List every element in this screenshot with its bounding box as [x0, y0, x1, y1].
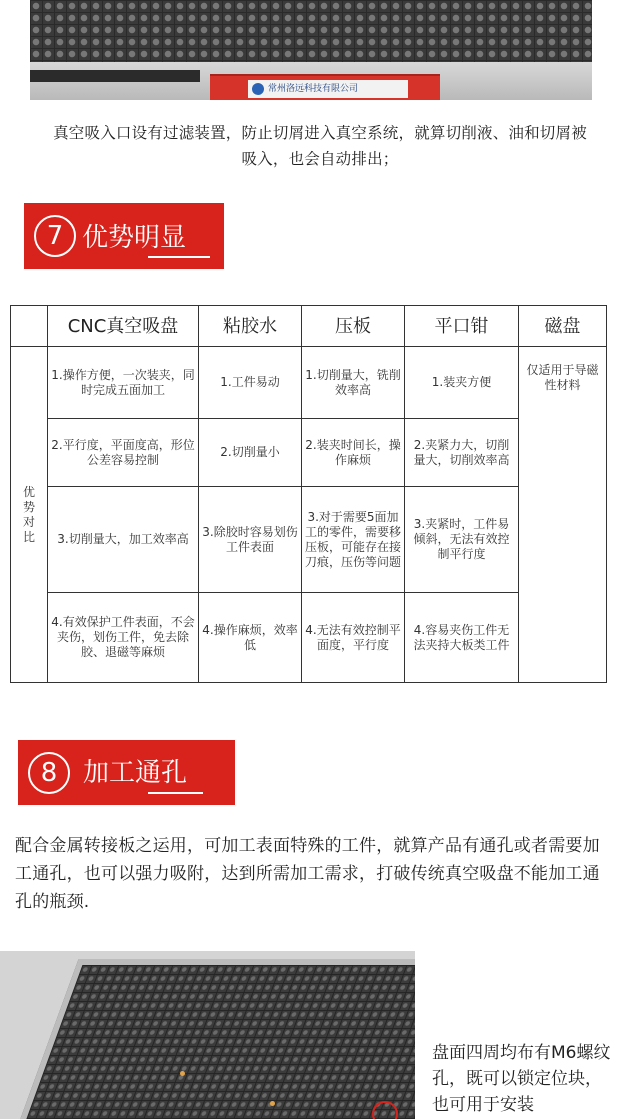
side-char: 优: [22, 484, 35, 499]
intro-paragraph: 真空吸入口设有过滤装置，防止切屑进入真空系统，就算切削液、油和切屑被吸入，也会自动排出；: [53, 124, 587, 168]
table-row: [11, 419, 607, 487]
cell-vise-4: 4.容易夹伤工件无法夹持大板类工件: [405, 593, 519, 683]
header-glue: 粘胶水: [199, 306, 302, 347]
cell-plate-1: 1.切削量大，铣削效率高: [302, 347, 405, 419]
brand-sticker: [248, 80, 408, 98]
header-magnetic: 磁盘: [519, 306, 607, 347]
header-vise: 平口钳: [405, 306, 519, 347]
table-row: [11, 347, 607, 419]
chuck-surface: [1, 959, 415, 1119]
cell-plate-4: 4.无法有效控制平面度，平行度: [302, 593, 405, 683]
chuck-grid-surface: [30, 0, 592, 62]
bottom-side-note: 盘面四周均布有M6螺纹孔，既可以锁定位块，也可用于安装: [432, 1043, 611, 1115]
section8-underline: [148, 792, 203, 794]
cell-glue-1: 1.工件易动: [199, 347, 302, 419]
cell-glue-4: 4.操作麻烦，效率低: [199, 593, 302, 683]
vacuum-chuck-photo-top: [30, 0, 592, 100]
table-row: [11, 593, 607, 683]
cell-vise-1: 1.装夹方便: [405, 347, 519, 419]
cell-magnetic: 仅适用于导磁性材料: [519, 347, 607, 683]
table-header-row: [11, 306, 607, 347]
through-hole-paragraph: 配合金属转接板之运用，可加工表面特殊的工件，就算产品有通孔或者需要加工通孔，也可以强力吸附，达到所需加工需求，打破传统真空吸盘不能加工通孔的瓶颈.: [15, 836, 600, 912]
screw-hole-marker: [270, 1101, 275, 1106]
section7-header: [24, 203, 224, 269]
side-char: 势: [22, 499, 35, 514]
cell-cnc-4: 4.有效保护工件表面，不会夹伤，划伤工件，免去除胶、退磁等麻烦: [48, 593, 199, 683]
header-cnc-vacuum: CNC真空吸盘: [48, 306, 199, 347]
vacuum-chuck-photo-bottom: [0, 951, 415, 1119]
cell-plate-3: 3.对于需要5面加工的零件，需要移压板，可能存在接刀痕，压伤等问题: [302, 487, 405, 593]
cell-cnc-2: 2.平行度，平面度高，形位公差容易控制: [48, 419, 199, 487]
section7-number: 7: [34, 215, 76, 257]
cell-vise-3: 3.夹紧时，工件易倾斜，无法有效控制平行度: [405, 487, 519, 593]
screw-hole-marker: [180, 1071, 185, 1076]
table-row: [11, 487, 607, 593]
cell-glue-2: 2.切削量小: [199, 419, 302, 487]
cell-glue-3: 3.除胶时容易划伤工件表面: [199, 487, 302, 593]
red-label-plate: [210, 74, 440, 100]
section7-underline: [148, 256, 210, 258]
cell-cnc-1: 1.操作方便，一次装夹，同时完成五面加工: [48, 347, 199, 419]
table-corner-cell: [11, 306, 48, 347]
side-char: 对: [22, 514, 35, 529]
chuck-slot: [30, 70, 200, 82]
cell-cnc-3: 3.切削量大，加工效率高: [48, 487, 199, 593]
brand-sticker-text: 常州洛远科技有限公司: [268, 84, 359, 94]
comparison-table: [10, 305, 607, 683]
cell-vise-2: 2.夹紧力大，切削量大，切削效率高: [405, 419, 519, 487]
section7-title: 优势明显: [82, 223, 187, 253]
section8-title: 加工通孔: [83, 758, 188, 788]
header-pressure-plate: 压板: [302, 306, 405, 347]
section8-number: 8: [28, 752, 70, 794]
brand-logo-icon: [252, 83, 264, 95]
side-label: [11, 347, 48, 683]
cell-plate-2: 2.装夹时间长，操作麻烦: [302, 419, 405, 487]
side-char: 比: [22, 529, 35, 544]
section8-header: [18, 740, 235, 805]
